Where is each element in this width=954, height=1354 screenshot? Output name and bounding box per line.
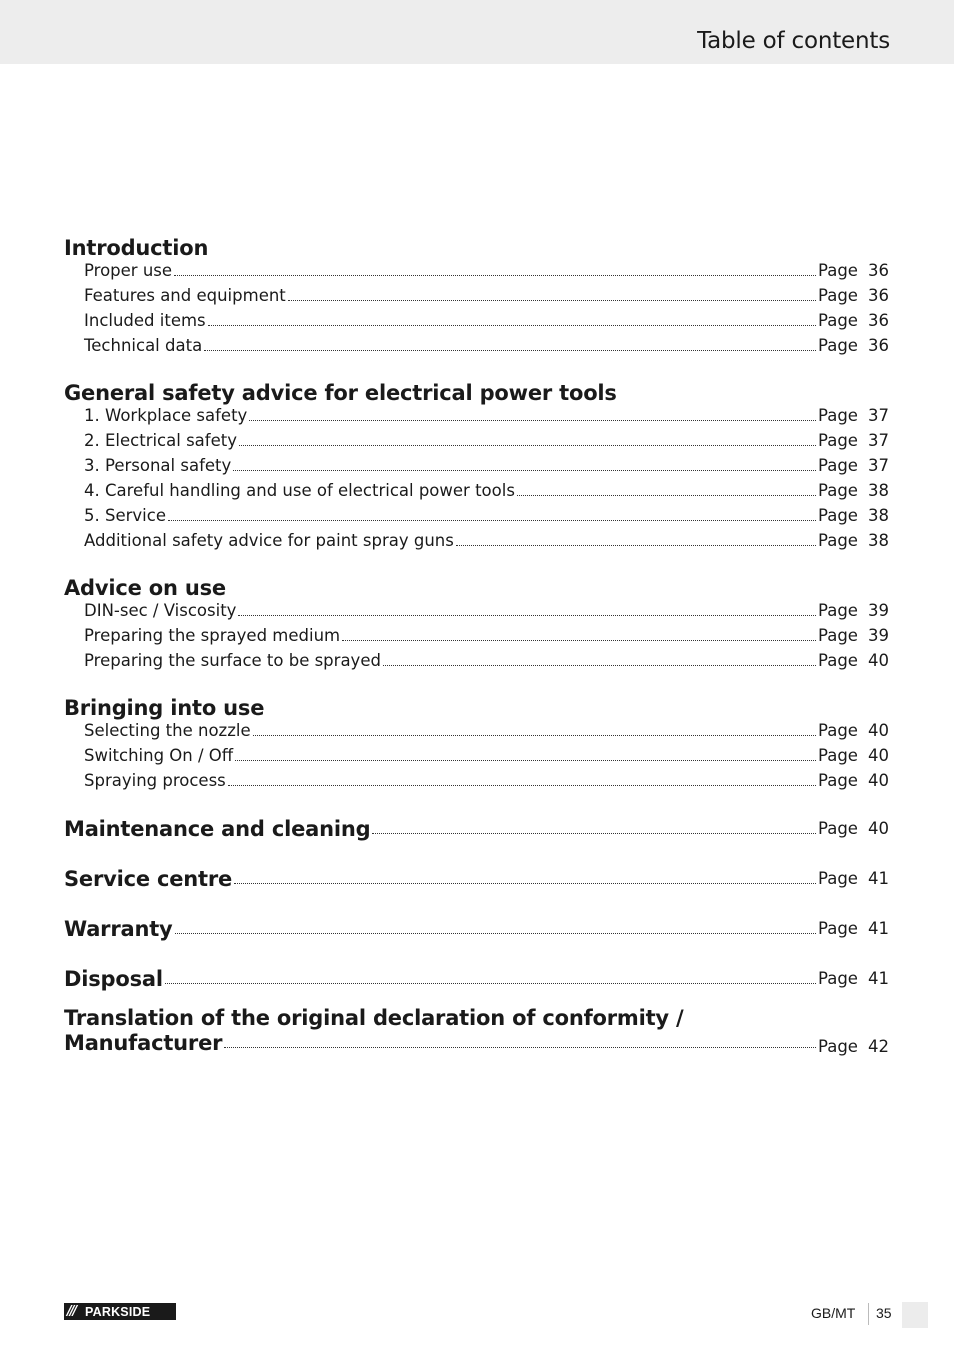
page-ref (818, 308, 889, 333)
toc-entry[interactable] (64, 428, 889, 453)
entry-label: DIN-sec / Viscosity (84, 601, 237, 620)
table-of-contents (64, 232, 889, 1056)
page-number: 37 (868, 406, 889, 425)
dot-leader (239, 445, 816, 446)
page-word: Page (818, 481, 858, 500)
page-ref (818, 965, 889, 993)
page-number: 36 (868, 261, 889, 280)
entry-label: Spraying process (84, 771, 226, 790)
page-ref (818, 403, 889, 428)
page-number: 39 (868, 626, 889, 645)
dot-leader (288, 300, 816, 301)
toc-entry[interactable] (64, 623, 889, 648)
entry-label: 5. Service (84, 506, 166, 525)
page-ref (818, 768, 889, 793)
toc-entry[interactable] (64, 743, 889, 768)
page-title: Table of contents (697, 28, 890, 54)
page-word: Page (818, 919, 858, 938)
dot-leader (234, 883, 816, 884)
entry-label: 2. Electrical safety (84, 431, 237, 450)
dot-leader (208, 325, 816, 326)
page-ref (818, 453, 889, 478)
page-number: 38 (868, 481, 889, 500)
toc-entry[interactable] (64, 478, 889, 503)
entry-label: 3. Personal safety (84, 456, 232, 475)
entry-label: Switching On / Off (84, 746, 234, 765)
toc-entry[interactable] (64, 453, 889, 478)
section-heading: Warranty (64, 917, 173, 941)
page-word: Page (818, 651, 858, 670)
section-heading[interactable]: Advice on use (64, 576, 226, 600)
page-word: Page (818, 1037, 858, 1056)
page-ref (818, 598, 889, 623)
section-gap (64, 358, 889, 377)
section-heading: Maintenance and cleaning (64, 817, 371, 841)
dot-leader (517, 495, 816, 496)
page-number: 36 (868, 286, 889, 305)
logo-text: PARKSIDE (85, 1304, 151, 1319)
page-ref (818, 503, 889, 528)
page-ref (818, 1037, 889, 1056)
dot-leader (372, 833, 816, 834)
toc-main-entry[interactable] (64, 893, 889, 943)
dot-leader (175, 933, 816, 934)
page-number: 40 (868, 721, 889, 740)
page-ref (818, 283, 889, 308)
page-word: Page (818, 601, 858, 620)
toc-entry[interactable] (64, 598, 889, 623)
section-heading: Service centre (64, 867, 233, 891)
page-number: 36 (868, 336, 889, 355)
page-ref (818, 623, 889, 648)
toc-entry[interactable] (64, 333, 889, 358)
page-word: Page (818, 456, 858, 475)
page-number: 37 (868, 456, 889, 475)
section-entries (64, 403, 889, 553)
section-entries (64, 258, 889, 358)
page-word: Page (818, 311, 858, 330)
page-ref (818, 743, 889, 768)
toc-section-advice-on-use (64, 572, 889, 673)
section-entries (64, 598, 889, 673)
page-word: Page (818, 626, 858, 645)
final-entry-label: Manufacturer (64, 1031, 223, 1055)
page-ref (818, 815, 889, 843)
dot-leader (174, 275, 816, 276)
page-ref (818, 718, 889, 743)
page-ref (818, 478, 889, 503)
page-number: 37 (868, 431, 889, 450)
page-number: 39 (868, 601, 889, 620)
page-word: Page (818, 531, 858, 550)
page-number: 41 (868, 869, 889, 888)
page-word: Page (818, 869, 858, 888)
entry-label: 1. Workplace safety (84, 406, 248, 425)
toc-main-entry[interactable] (64, 943, 889, 993)
section-gap (64, 553, 889, 572)
page-word: Page (818, 431, 858, 450)
entry-label: 4. Careful handling and use of electrical power tools (84, 481, 515, 500)
entry-label: Features and equipment (84, 286, 286, 305)
page-ref (818, 865, 889, 893)
toc-entry[interactable] (64, 718, 889, 743)
page-ref (818, 648, 889, 673)
entry-label: Preparing the sprayed medium (84, 626, 341, 645)
toc-main-entry[interactable] (64, 843, 889, 893)
footer-page-number: 35 (876, 1305, 892, 1321)
page-ref (818, 428, 889, 453)
page-word: Page (818, 286, 858, 305)
page-number: 40 (868, 651, 889, 670)
dot-leader (165, 983, 816, 984)
section-heading[interactable]: Introduction (64, 236, 209, 260)
dot-leader (233, 470, 816, 471)
dot-leader (253, 735, 816, 736)
page-ref (818, 333, 889, 358)
toc-final-entry[interactable] (64, 1006, 889, 1056)
dot-leader (235, 760, 816, 761)
page-number: 41 (868, 969, 889, 988)
parkside-logo (64, 1303, 176, 1320)
entry-label: Proper use (84, 261, 173, 280)
dot-leader (456, 545, 816, 546)
page-word: Page (818, 406, 858, 425)
dot-leader (228, 785, 816, 786)
section-entries (64, 718, 889, 793)
page-word: Page (818, 506, 858, 525)
page-number: 38 (868, 506, 889, 525)
entry-label: Selecting the nozzle (84, 721, 251, 740)
page-word: Page (818, 721, 858, 740)
section-heading: Disposal (64, 967, 163, 991)
page-ref (818, 915, 889, 943)
toc-entry[interactable] (64, 528, 889, 553)
dot-leader (238, 615, 816, 616)
page-number: 40 (868, 819, 889, 838)
footer-region-code: GB/MT (811, 1305, 856, 1321)
dot-leader (204, 350, 816, 351)
page-word: Page (818, 771, 858, 790)
page-number: 36 (868, 311, 889, 330)
section-gap (64, 673, 889, 692)
footer-tab-marker (902, 1302, 928, 1328)
page-word: Page (818, 819, 858, 838)
toc-section-general-safety (64, 377, 889, 553)
toc-entry[interactable] (64, 503, 889, 528)
toc-main-entry[interactable] (64, 793, 889, 843)
page-number: 41 (868, 919, 889, 938)
toc-entry[interactable] (64, 308, 889, 333)
page-word: Page (818, 746, 858, 765)
toc-section-introduction (64, 232, 889, 358)
entry-label: Included items (84, 311, 206, 330)
page-word: Page (818, 336, 858, 355)
entry-label: Additional safety advice for paint spray guns (84, 531, 454, 550)
page-ref (818, 528, 889, 553)
toc-entry[interactable] (64, 768, 889, 793)
toc-entry[interactable] (64, 283, 889, 308)
dot-leader (383, 665, 816, 666)
page-number: 42 (868, 1037, 889, 1056)
logo-slashes: /// (67, 1304, 76, 1319)
page-word: Page (818, 261, 858, 280)
dot-leader (249, 420, 816, 421)
page-number: 40 (868, 771, 889, 790)
page-number: 38 (868, 531, 889, 550)
toc-section-bringing-into-use (64, 692, 889, 793)
section-heading[interactable]: Bringing into use (64, 696, 265, 720)
page-number: 40 (868, 746, 889, 765)
final-entry-line2 (64, 1031, 889, 1056)
final-entry-line1: Translation of the original declaration of conformity / (64, 1006, 684, 1030)
entry-label: Technical data (84, 336, 203, 355)
page-word: Page (818, 969, 858, 988)
dot-leader (342, 640, 816, 641)
page-ref (818, 258, 889, 283)
dot-leader (224, 1047, 816, 1048)
dot-leader (168, 520, 816, 521)
entry-label: Preparing the surface to be sprayed (84, 651, 381, 670)
section-heading[interactable]: General safety advice for electrical power tools (64, 381, 617, 405)
toc-entry[interactable] (64, 648, 889, 673)
footer-divider (868, 1303, 869, 1325)
